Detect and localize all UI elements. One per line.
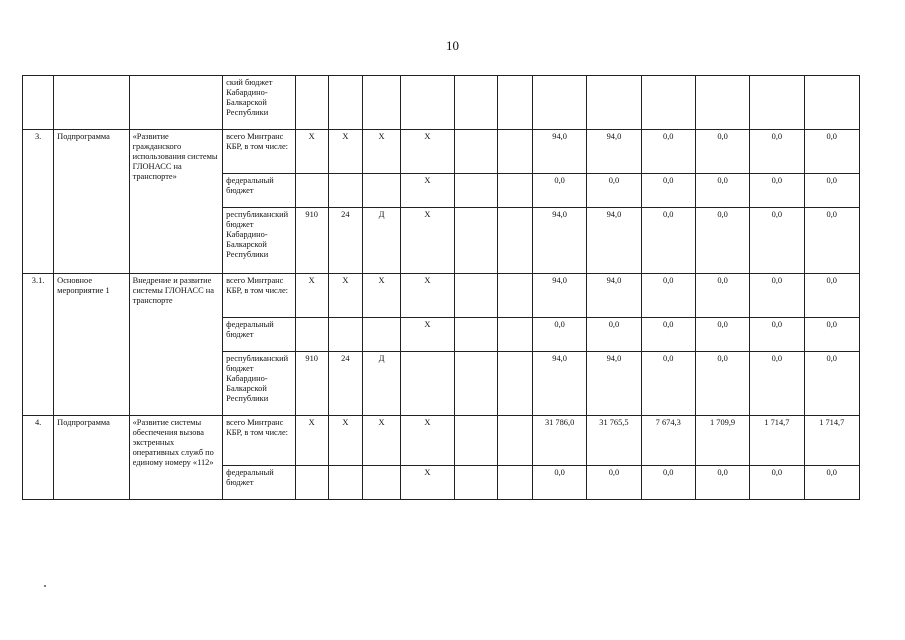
value-cell: 31 765,5 — [587, 416, 641, 466]
value-cell: 0,0 — [695, 174, 749, 208]
grbs-cell — [295, 174, 328, 208]
value-cell: 94,0 — [532, 274, 586, 318]
vr-cell: X — [401, 466, 454, 500]
empty-cell — [454, 76, 497, 130]
table-row — [23, 416, 860, 466]
value-cell: 0,0 — [695, 208, 749, 274]
csr-cell — [362, 318, 400, 352]
rz-cell: X — [328, 130, 362, 174]
value-cell: 0,0 — [532, 174, 586, 208]
value-cell: 0,0 — [750, 130, 804, 174]
value-cell: 0,0 — [641, 352, 695, 416]
item-number-cell: 3.1. — [23, 274, 54, 416]
value-cell: 0,0 — [641, 130, 695, 174]
program-name-cell: Внедрение и развитие системы ГЛОНАСС на транспорте — [129, 274, 223, 416]
source-cell: всего Минтранс КБР, в том числе: — [223, 274, 295, 318]
value-cell: 0,0 — [804, 130, 859, 174]
source-cell: республиканский бюджет Кабардино-Балкарской Республики — [223, 208, 295, 274]
empty-cell — [497, 130, 532, 174]
value-cell: 0,0 — [750, 174, 804, 208]
csr-cell: Д — [362, 208, 400, 274]
value-cell: 94,0 — [532, 130, 586, 174]
source-cell: всего Минтранс КБР, в том числе: — [223, 130, 295, 174]
value-cell: 94,0 — [587, 274, 641, 318]
value-cell: 94,0 — [587, 352, 641, 416]
vr-cell: X — [401, 318, 454, 352]
value-cell: 0,0 — [695, 274, 749, 318]
page-number: 10 — [446, 38, 459, 53]
grbs-cell — [295, 466, 328, 500]
rz-cell: 24 — [328, 208, 362, 274]
empty-cell — [804, 76, 859, 130]
value-cell: 1 714,7 — [804, 416, 859, 466]
value-cell: 0,0 — [804, 274, 859, 318]
table-row — [23, 130, 860, 174]
source-cell: всего Минтранс КБР, в том числе: — [223, 416, 295, 466]
value-cell: 0,0 — [804, 318, 859, 352]
value-cell: 0,0 — [804, 208, 859, 274]
vr-cell: X — [401, 416, 454, 466]
empty-cell — [497, 352, 532, 416]
empty-cell — [295, 76, 328, 130]
empty-cell — [497, 76, 532, 130]
empty-cell — [328, 76, 362, 130]
value-cell: 94,0 — [587, 208, 641, 274]
empty-cell — [454, 466, 497, 500]
vr-cell: X — [401, 130, 454, 174]
program-name-cell: «Развитие гражданского использования системы ГЛОНАСС на транспорте» — [129, 130, 223, 274]
empty-cell — [129, 76, 223, 130]
value-cell: 94,0 — [532, 208, 586, 274]
csr-cell: X — [362, 274, 400, 318]
status-cell: Подпрограмма — [54, 416, 129, 500]
grbs-cell: 910 — [295, 352, 328, 416]
value-cell: 31 786,0 — [532, 416, 586, 466]
grbs-cell: 910 — [295, 208, 328, 274]
status-cell: Основное мероприятие 1 — [54, 274, 129, 416]
source-cell: федеральный бюджет — [223, 466, 295, 500]
empty-cell — [454, 174, 497, 208]
rz-cell — [328, 318, 362, 352]
vr-cell: X — [401, 208, 454, 274]
value-cell: 0,0 — [532, 318, 586, 352]
scan-speck — [44, 585, 46, 587]
value-cell: 0,0 — [750, 208, 804, 274]
item-number-cell: 3. — [23, 130, 54, 274]
table-row — [23, 274, 860, 318]
vr-cell — [401, 352, 454, 416]
csr-cell: X — [362, 130, 400, 174]
empty-cell — [362, 76, 400, 130]
item-number-cell: 4. — [23, 416, 54, 500]
empty-cell — [454, 208, 497, 274]
rz-cell — [328, 174, 362, 208]
empty-cell — [454, 416, 497, 466]
empty-cell — [454, 274, 497, 318]
rz-cell — [328, 466, 362, 500]
grbs-cell — [295, 318, 328, 352]
value-cell: 0,0 — [750, 352, 804, 416]
program-name-cell: «Развитие системы обеспечения вызова экстренных оперативных служб по единому номеру «112» — [129, 416, 223, 500]
empty-cell — [497, 466, 532, 500]
value-cell: 94,0 — [532, 352, 586, 416]
csr-cell — [362, 466, 400, 500]
value-cell: 0,0 — [804, 466, 859, 500]
value-cell: 0,0 — [695, 466, 749, 500]
value-cell: 0,0 — [587, 174, 641, 208]
source-cell: федеральный бюджет — [223, 174, 295, 208]
grbs-cell: X — [295, 274, 328, 318]
value-cell: 7 674,3 — [641, 416, 695, 466]
rz-cell: X — [328, 274, 362, 318]
empty-cell — [454, 130, 497, 174]
source-cell: ский бюджет Кабардино-Балкарской Республики — [223, 76, 295, 130]
value-cell: 0,0 — [804, 174, 859, 208]
budget-table — [22, 75, 860, 500]
rz-cell: X — [328, 416, 362, 466]
source-cell: федеральный бюджет — [223, 318, 295, 352]
empty-cell — [497, 318, 532, 352]
csr-cell — [362, 174, 400, 208]
value-cell: 0,0 — [695, 130, 749, 174]
grbs-cell: X — [295, 416, 328, 466]
value-cell: 0,0 — [804, 352, 859, 416]
table-row — [23, 76, 860, 130]
empty-cell — [532, 76, 586, 130]
empty-cell — [401, 76, 454, 130]
value-cell: 0,0 — [641, 174, 695, 208]
value-cell: 0,0 — [695, 318, 749, 352]
empty-cell — [23, 76, 54, 130]
value-cell: 0,0 — [695, 352, 749, 416]
value-cell: 0,0 — [641, 274, 695, 318]
value-cell: 0,0 — [641, 466, 695, 500]
empty-cell — [454, 352, 497, 416]
vr-cell: X — [401, 274, 454, 318]
empty-cell — [454, 318, 497, 352]
value-cell: 0,0 — [641, 208, 695, 274]
grbs-cell: X — [295, 130, 328, 174]
value-cell: 94,0 — [587, 130, 641, 174]
value-cell: 0,0 — [750, 274, 804, 318]
empty-cell — [497, 416, 532, 466]
csr-cell: Д — [362, 352, 400, 416]
empty-cell — [641, 76, 695, 130]
value-cell: 0,0 — [587, 466, 641, 500]
csr-cell: X — [362, 416, 400, 466]
empty-cell — [497, 174, 532, 208]
empty-cell — [587, 76, 641, 130]
value-cell: 0,0 — [750, 466, 804, 500]
value-cell: 0,0 — [641, 318, 695, 352]
value-cell: 0,0 — [532, 466, 586, 500]
rz-cell: 24 — [328, 352, 362, 416]
empty-cell — [750, 76, 804, 130]
value-cell: 1 714,7 — [750, 416, 804, 466]
value-cell: 0,0 — [750, 318, 804, 352]
empty-cell — [54, 76, 129, 130]
value-cell: 0,0 — [587, 318, 641, 352]
vr-cell: X — [401, 174, 454, 208]
status-cell: Подпрограмма — [54, 130, 129, 274]
empty-cell — [497, 274, 532, 318]
source-cell: республиканский бюджет Кабардино-Балкарской Республики — [223, 352, 295, 416]
empty-cell — [497, 208, 532, 274]
value-cell: 1 709,9 — [695, 416, 749, 466]
budget-table-body — [23, 76, 860, 500]
empty-cell — [695, 76, 749, 130]
